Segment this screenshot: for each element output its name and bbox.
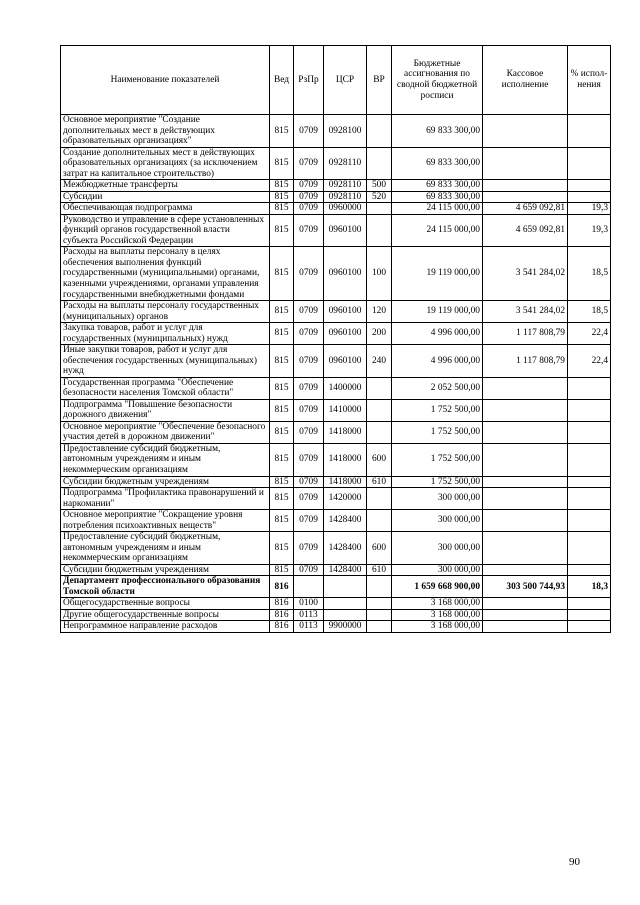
cell-ved: 815: [270, 247, 294, 301]
table-row: [61, 180, 611, 192]
cell-assigned: 1 752 500,00: [392, 476, 483, 488]
cell-executed: [483, 377, 568, 399]
cell-ved: 815: [270, 191, 294, 203]
cell-executed: [483, 488, 568, 510]
cell-assigned: 300 000,00: [392, 488, 483, 510]
cell-percent: [568, 399, 611, 421]
cell-executed: 303 500 744,93: [483, 576, 568, 598]
cell-percent: [568, 147, 611, 180]
cell-rzpr: 0709: [294, 532, 324, 565]
cell-name: Основное мероприятие "Создание дополнительных мест в действующих образовательных организациях": [61, 115, 270, 148]
cell-name: Предоставление субсидий бюджетным, автономным учреждениям и иным некоммерческим организациям: [61, 532, 270, 565]
cell-percent: [568, 443, 611, 476]
cell-name: Общегосударственные вопросы: [61, 598, 270, 610]
header-csr: ЦСР: [324, 46, 367, 115]
cell-percent: [568, 621, 611, 633]
cell-ved: 815: [270, 476, 294, 488]
cell-assigned: 19 119 000,00: [392, 301, 483, 323]
cell-ved: 815: [270, 180, 294, 192]
cell-name: Основное мероприятие "Обеспечение безопасного участия детей в дорожном движении": [61, 421, 270, 443]
cell-ved: 815: [270, 203, 294, 215]
cell-ved: 815: [270, 345, 294, 378]
cell-csr: 0960100: [324, 323, 367, 345]
header-vr: ВР: [367, 46, 392, 115]
cell-assigned: 2 052 500,00: [392, 377, 483, 399]
table-row: [61, 203, 611, 215]
table-row: [61, 564, 611, 576]
cell-rzpr: 0709: [294, 180, 324, 192]
cell-percent: [568, 191, 611, 203]
cell-name: Расходы на выплаты персоналу государственных (муниципальных) органов: [61, 301, 270, 323]
cell-assigned: 3 168 000,00: [392, 609, 483, 621]
cell-assigned: 4 996 000,00: [392, 345, 483, 378]
cell-rzpr: 0709: [294, 377, 324, 399]
cell-executed: 3 541 284,02: [483, 247, 568, 301]
cell-name: Субсидии бюджетным учреждениям: [61, 564, 270, 576]
cell-rzpr: 0709: [294, 301, 324, 323]
cell-csr: 0928100: [324, 115, 367, 148]
cell-rzpr: 0709: [294, 203, 324, 215]
table-row: [61, 510, 611, 532]
cell-name: Руководство и управление в сфере установленных функций органов государственной власти субъекта Российской Федерации: [61, 214, 270, 247]
cell-assigned: 69 833 300,00: [392, 115, 483, 148]
cell-percent: [568, 532, 611, 565]
cell-ved: 815: [270, 301, 294, 323]
cell-rzpr: 0113: [294, 621, 324, 633]
cell-csr: 1418000: [324, 421, 367, 443]
cell-name: Государственная программа "Обеспечение безопасности населения Томской области": [61, 377, 270, 399]
cell-assigned: 69 833 300,00: [392, 180, 483, 192]
cell-rzpr: [294, 576, 324, 598]
cell-name: Подпрограмма "Профилактика правонарушений и наркомании": [61, 488, 270, 510]
cell-rzpr: 0709: [294, 147, 324, 180]
cell-vr: [367, 115, 392, 148]
cell-executed: [483, 147, 568, 180]
cell-vr: 200: [367, 323, 392, 345]
cell-rzpr: 0709: [294, 421, 324, 443]
cell-executed: [483, 115, 568, 148]
cell-executed: [483, 609, 568, 621]
cell-vr: [367, 598, 392, 610]
cell-rzpr: 0709: [294, 345, 324, 378]
cell-ved: 816: [270, 576, 294, 598]
cell-csr: 1410000: [324, 399, 367, 421]
cell-executed: [483, 399, 568, 421]
cell-name: Другие общегосударственные вопросы: [61, 609, 270, 621]
cell-executed: [483, 510, 568, 532]
cell-assigned: 24 115 000,00: [392, 203, 483, 215]
table-row: [61, 609, 611, 621]
cell-ved: 815: [270, 214, 294, 247]
cell-csr: 0960100: [324, 247, 367, 301]
cell-csr: 0960100: [324, 301, 367, 323]
cell-vr: [367, 609, 392, 621]
cell-assigned: 1 659 668 900,00: [392, 576, 483, 598]
cell-rzpr: 0113: [294, 609, 324, 621]
table-row: [61, 443, 611, 476]
cell-csr: 0928110: [324, 147, 367, 180]
cell-csr: 0960100: [324, 214, 367, 247]
cell-executed: 4 659 092,81: [483, 203, 568, 215]
cell-executed: [483, 598, 568, 610]
cell-rzpr: 0709: [294, 510, 324, 532]
cell-ved: 815: [270, 147, 294, 180]
cell-rzpr: 0709: [294, 323, 324, 345]
cell-ved: 815: [270, 532, 294, 565]
cell-ved: 815: [270, 399, 294, 421]
cell-executed: 4 659 092,81: [483, 214, 568, 247]
cell-csr: 0928110: [324, 191, 367, 203]
cell-ved: 815: [270, 488, 294, 510]
cell-percent: [568, 488, 611, 510]
header-assigned: Бюджетные ассигнования по сводной бюджетной росписи: [392, 46, 483, 115]
cell-csr: 1420000: [324, 488, 367, 510]
cell-percent: 19,3: [568, 203, 611, 215]
table-row: [61, 345, 611, 378]
table-row: [61, 147, 611, 180]
cell-executed: 3 541 284,02: [483, 301, 568, 323]
cell-executed: [483, 180, 568, 192]
cell-assigned: 24 115 000,00: [392, 214, 483, 247]
cell-assigned: 1 752 500,00: [392, 421, 483, 443]
cell-percent: 22,4: [568, 345, 611, 378]
table-row: [61, 301, 611, 323]
cell-ved: 815: [270, 564, 294, 576]
cell-vr: [367, 203, 392, 215]
cell-percent: 22,4: [568, 323, 611, 345]
cell-assigned: 69 833 300,00: [392, 191, 483, 203]
table-row: [61, 323, 611, 345]
cell-vr: 600: [367, 443, 392, 476]
cell-assigned: 1 752 500,00: [392, 443, 483, 476]
cell-csr: [324, 598, 367, 610]
cell-percent: [568, 598, 611, 610]
cell-executed: [483, 621, 568, 633]
cell-percent: [568, 180, 611, 192]
cell-csr: [324, 576, 367, 598]
cell-executed: [483, 532, 568, 565]
header-ved: Вед: [270, 46, 294, 115]
cell-vr: [367, 621, 392, 633]
cell-executed: [483, 564, 568, 576]
header-percent: % испол-нения: [568, 46, 611, 115]
cell-percent: [568, 476, 611, 488]
cell-name: Подпрограмма "Повышение безопасности дорожного движения": [61, 399, 270, 421]
table-body: [61, 115, 611, 633]
cell-executed: [483, 421, 568, 443]
cell-ved: 816: [270, 609, 294, 621]
cell-percent: [568, 510, 611, 532]
header-rzpr: РзПр: [294, 46, 324, 115]
cell-vr: [367, 576, 392, 598]
cell-vr: 600: [367, 532, 392, 565]
cell-name: Предоставление субсидий бюджетным, автономным учреждениям и иным некоммерческим организациям: [61, 443, 270, 476]
cell-percent: 18,5: [568, 247, 611, 301]
cell-vr: 520: [367, 191, 392, 203]
cell-rzpr: 0709: [294, 564, 324, 576]
cell-percent: [568, 609, 611, 621]
cell-vr: 240: [367, 345, 392, 378]
cell-percent: [568, 115, 611, 148]
table-row: [61, 377, 611, 399]
table-row: [61, 598, 611, 610]
cell-rzpr: 0709: [294, 214, 324, 247]
table-row: [61, 191, 611, 203]
table-row: [61, 115, 611, 148]
cell-ved: 815: [270, 421, 294, 443]
cell-executed: [483, 191, 568, 203]
table-row: [61, 214, 611, 247]
cell-executed: 1 117 808,79: [483, 323, 568, 345]
cell-name: Иные закупки товаров, работ и услуг для обеспечения государственных (муниципальных) нужд: [61, 345, 270, 378]
cell-csr: 1418000: [324, 443, 367, 476]
cell-csr: 1428400: [324, 510, 367, 532]
cell-ved: 815: [270, 443, 294, 476]
cell-name: Субсидии бюджетным учреждениям: [61, 476, 270, 488]
table-row: [61, 247, 611, 301]
cell-executed: [483, 476, 568, 488]
cell-vr: 120: [367, 301, 392, 323]
cell-name: Субсидии: [61, 191, 270, 203]
cell-rzpr: 0709: [294, 191, 324, 203]
cell-rzpr: 0709: [294, 115, 324, 148]
cell-percent: [568, 377, 611, 399]
cell-ved: 815: [270, 323, 294, 345]
cell-csr: [324, 609, 367, 621]
cell-ved: 816: [270, 621, 294, 633]
cell-assigned: 300 000,00: [392, 510, 483, 532]
cell-rzpr: 0709: [294, 488, 324, 510]
cell-assigned: 3 168 000,00: [392, 621, 483, 633]
cell-rzpr: 0709: [294, 443, 324, 476]
cell-ved: 815: [270, 115, 294, 148]
cell-rzpr: 0709: [294, 399, 324, 421]
cell-csr: 9900000: [324, 621, 367, 633]
cell-rzpr: 0100: [294, 598, 324, 610]
header-name: Наименование показателей: [61, 46, 270, 115]
cell-percent: [568, 421, 611, 443]
cell-vr: 610: [367, 564, 392, 576]
cell-ved: 816: [270, 598, 294, 610]
header-executed: Кассовое исполнение: [483, 46, 568, 115]
cell-assigned: 69 833 300,00: [392, 147, 483, 180]
cell-name: Обеспечивающая подпрограмма: [61, 203, 270, 215]
cell-csr: 1418000: [324, 476, 367, 488]
page-number: 90: [569, 856, 580, 868]
cell-name: Расходы на выплаты персоналу в целях обеспечения выполнения функций государственными (муниципальными) органами, казенными учреждениями, органами управления государственными внебюджетными фондами: [61, 247, 270, 301]
cell-csr: 1428400: [324, 564, 367, 576]
cell-percent: 19,3: [568, 214, 611, 247]
cell-csr: 0960100: [324, 345, 367, 378]
cell-rzpr: 0709: [294, 476, 324, 488]
cell-csr: 1428400: [324, 532, 367, 565]
cell-vr: 500: [367, 180, 392, 192]
cell-csr: 1400000: [324, 377, 367, 399]
table-row: [61, 421, 611, 443]
cell-vr: [367, 377, 392, 399]
cell-name: Создание дополнительных мест в действующих образовательных организациях (за исключением затрат на капитальное строительство): [61, 147, 270, 180]
cell-vr: [367, 399, 392, 421]
cell-rzpr: 0709: [294, 247, 324, 301]
cell-ved: 815: [270, 510, 294, 532]
header-row: [61, 46, 611, 115]
cell-assigned: 300 000,00: [392, 532, 483, 565]
cell-name: Непрограммное направление расходов: [61, 621, 270, 633]
cell-vr: [367, 214, 392, 247]
cell-assigned: 300 000,00: [392, 564, 483, 576]
cell-vr: 610: [367, 476, 392, 488]
cell-percent: 18,3: [568, 576, 611, 598]
cell-vr: [367, 510, 392, 532]
table-row: [61, 576, 611, 598]
table-row: [61, 399, 611, 421]
cell-assigned: 1 752 500,00: [392, 399, 483, 421]
cell-percent: 18,5: [568, 301, 611, 323]
cell-assigned: 4 996 000,00: [392, 323, 483, 345]
cell-vr: [367, 421, 392, 443]
cell-ved: 815: [270, 377, 294, 399]
cell-name: Основное мероприятие "Сокращение уровня потребления психоактивных веществ": [61, 510, 270, 532]
cell-vr: [367, 147, 392, 180]
cell-assigned: 3 168 000,00: [392, 598, 483, 610]
table-row: [61, 621, 611, 633]
table-row: [61, 476, 611, 488]
cell-percent: [568, 564, 611, 576]
cell-vr: [367, 488, 392, 510]
cell-executed: [483, 443, 568, 476]
cell-name: Закупка товаров, работ и услуг для государственных (муниципальных) нужд: [61, 323, 270, 345]
table-row: [61, 488, 611, 510]
table-row: [61, 532, 611, 565]
cell-name: Департамент профессионального образования Томской области: [61, 576, 270, 598]
cell-name: Межбюджетные трансферты: [61, 180, 270, 192]
cell-vr: 100: [367, 247, 392, 301]
budget-table: [60, 45, 611, 633]
cell-csr: 0928110: [324, 180, 367, 192]
cell-assigned: 19 119 000,00: [392, 247, 483, 301]
cell-executed: 1 117 808,79: [483, 345, 568, 378]
cell-csr: 0960000: [324, 203, 367, 215]
